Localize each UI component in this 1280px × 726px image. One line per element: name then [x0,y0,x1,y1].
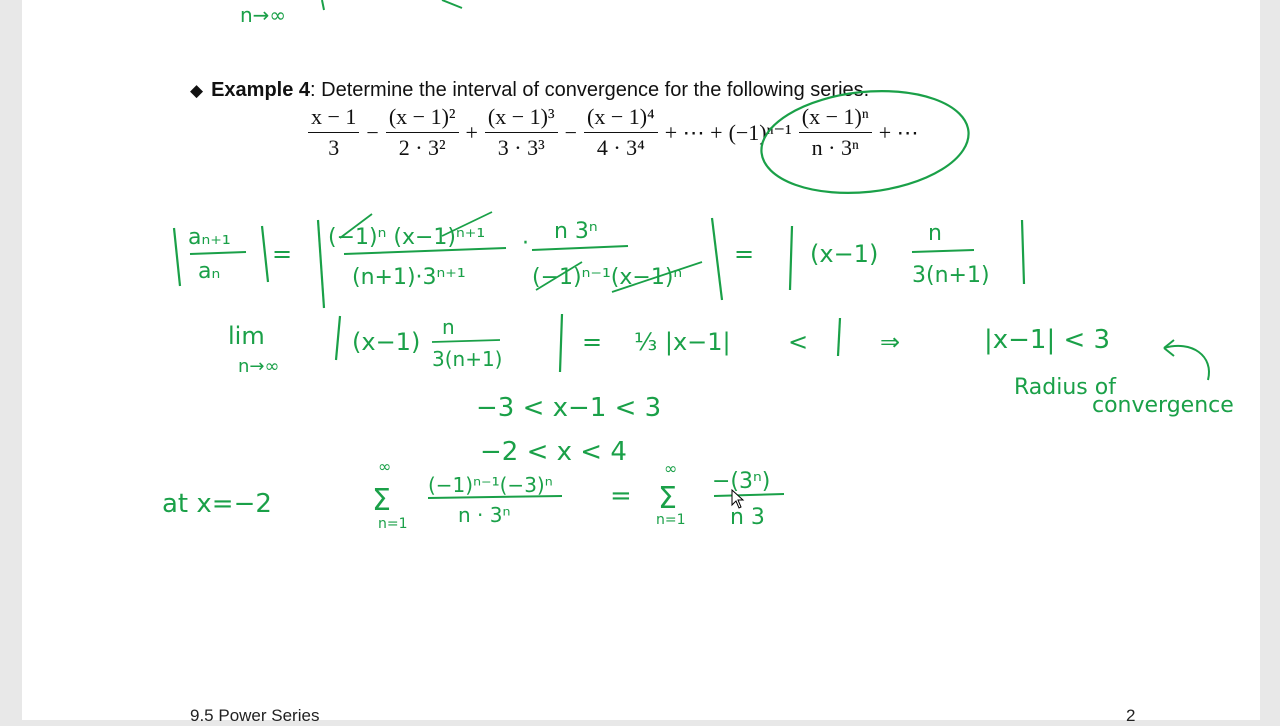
abs-bar [174,228,180,286]
x-minus-1: (x−1) [810,240,879,268]
svg-text:n 3: n 3 [730,505,765,530]
ellipsis: + ⋯ + [664,119,723,145]
fraction-bar [912,250,974,252]
svg-text:·: · [522,231,529,256]
svg-text:Σ: Σ [658,481,677,516]
ratio-denominator-1: (n+1)·3ⁿ⁺¹ [352,265,466,290]
mouse-cursor-icon [731,489,745,509]
general-sign: (−1)ⁿ⁻¹ [728,119,792,145]
inequality-2: −2 < x < 4 [480,437,627,467]
fraction-bar [532,246,628,250]
svg-text:3(n+1): 3(n+1) [432,347,503,371]
handwriting-layer [22,0,1260,720]
svg-text:=: = [734,240,755,268]
lim: lim [228,322,265,350]
arrow-head-icon [1164,340,1174,356]
term-4: $\frac{\text{(x − 1)⁴}}{\text{4 · 3⁴}}$ [584,104,658,161]
svg-text:=: = [272,240,293,268]
svg-text:(x−1): (x−1) [352,328,421,356]
svg-text:−(3ⁿ): −(3ⁿ) [712,469,771,494]
series-expression: $\frac{x - 1}{3}$ − $\frac{\text{(x − 1)²}}{\text{2 · 3²}}$ + $\frac{\text{(x − 1)³}}{\text{3 · 3³}}$ − $\frac{\text{(x − 1)⁴}}{\text{4 · 3⁴}}$ + ⋯ + (−1)ⁿ⁻¹ $\frac{\text{(x − 1)ⁿ}}{\text{n · 3ⁿ}}$ + ⋯ [304,104,922,161]
svg-text:∞: ∞ [378,457,392,476]
top-fragment: n→∞ [240,3,287,27]
endpoint-prefix: at x=−2 [162,489,272,519]
footer-chapter: 9.5 Power Series [190,706,320,725]
a-n-plus-1: aₙ₊₁ [188,225,231,250]
example-text: : Determine the interval of convergence for the following series. [310,79,870,101]
abs-bar [262,226,268,282]
svg-text:(−1)ⁿ⁻¹(−3)ⁿ: (−1)ⁿ⁻¹(−3)ⁿ [428,473,553,497]
svg-text:<: < [788,328,809,356]
svg-text:n→∞: n→∞ [238,356,280,377]
radius-label-1: Radius of [1014,375,1116,400]
inequality-1: −3 < x−1 < 3 [476,393,662,423]
svg-text:n=1: n=1 [656,512,686,528]
svg-text:⇒: ⇒ [880,328,901,356]
svg-text:∞: ∞ [664,459,678,478]
fraction-bar [190,252,246,254]
general-term-circle [756,81,973,202]
svg-text:n: n [442,315,455,339]
svg-text:Σ: Σ [372,483,391,518]
page-number: 2 [1126,706,1136,725]
svg-text:n=1: n=1 [378,516,408,532]
diamond-bullet-icon: ◆ [190,81,204,100]
svg-text:=: = [582,328,603,356]
radius-inequality: |x−1| < 3 [984,325,1111,355]
svg-text:3(n+1): 3(n+1) [912,263,990,288]
document-page [22,0,1260,725]
abs-bar [712,218,722,300]
top-fragment-stroke [322,0,462,10]
ratio-numerator-2: n 3ⁿ [554,219,598,244]
term-1: $\frac{x - 1}{3}$ [308,104,359,161]
ratio-numerator-1: (−1)ⁿ (x−1)ⁿ⁺¹ [328,225,486,250]
radius-label-2: convergence [1092,393,1234,418]
term-2: $\frac{\text{(x − 1)²}}{\text{2 · 3²}}$ [386,104,459,161]
example-label: Example 4 [211,79,311,101]
general-term: $\frac{\text{(x − 1)ⁿ}}{\text{n · 3ⁿ}}$ [799,104,872,161]
svg-text:=: = [610,481,632,511]
a-n: aₙ [198,259,221,284]
svg-text:⅓ |x−1|: ⅓ |x−1| [634,328,731,356]
abs-bar [318,220,324,308]
trailing-ellipsis: + ⋯ [878,119,919,145]
arrow-curve [1164,346,1209,380]
ratio-denominator-2: (−1)ⁿ⁻¹(x−1)ⁿ [532,265,683,290]
term-3: $\frac{\text{(x − 1)³}}{\text{3 · 3³}}$ [485,104,558,161]
svg-text:n · 3ⁿ: n · 3ⁿ [458,503,511,527]
svg-text:n: n [928,221,942,246]
